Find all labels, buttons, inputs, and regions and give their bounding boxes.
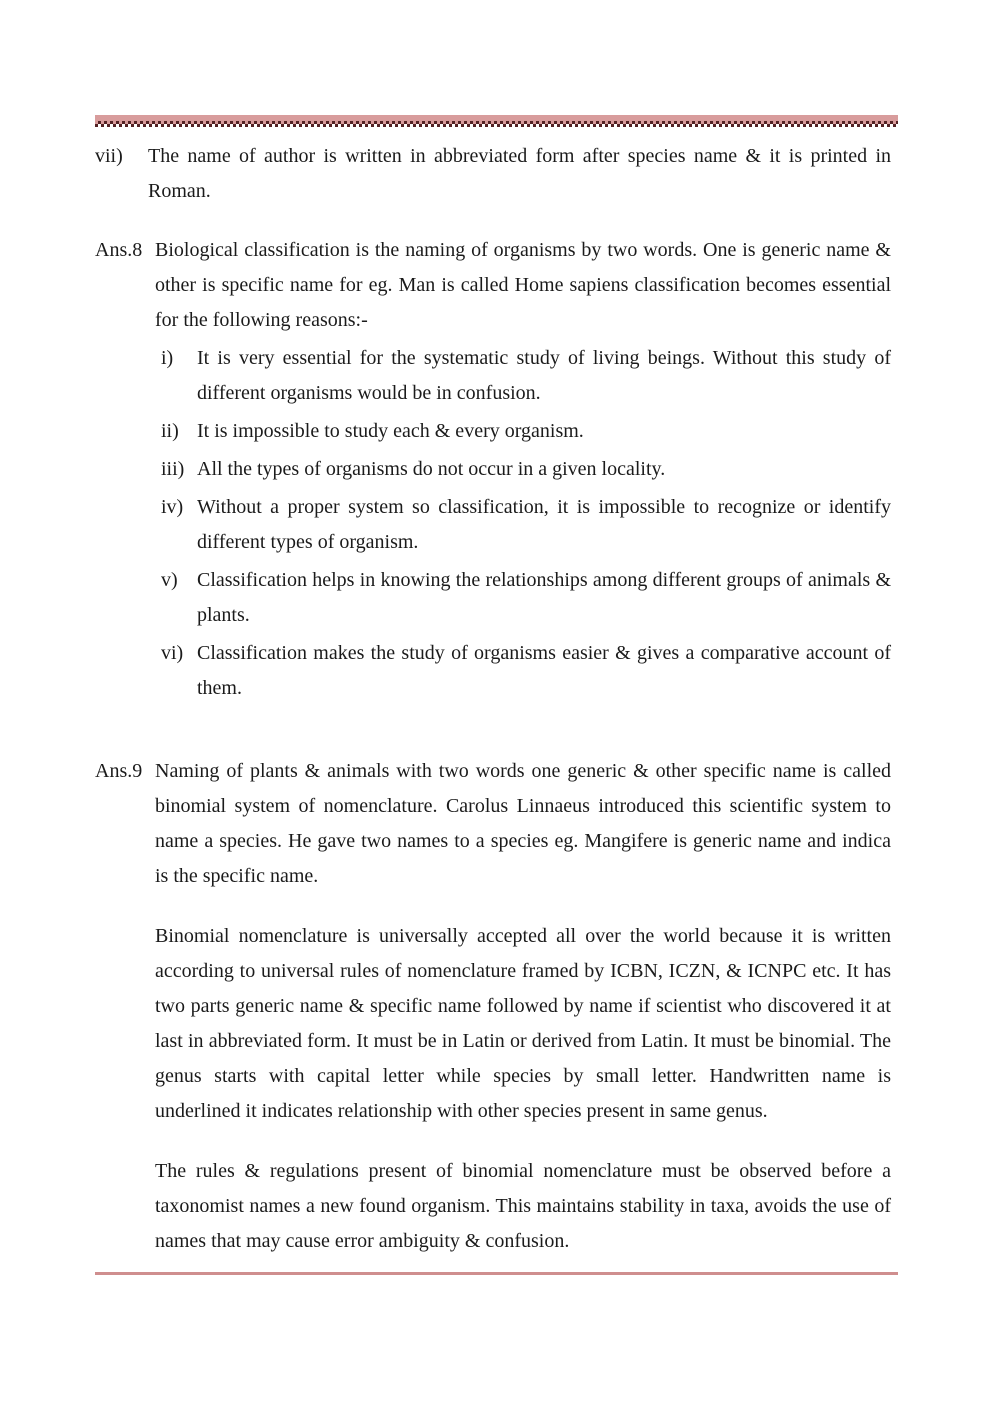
reason-text: All the types of organisms do not occur in a given locality. [197, 458, 666, 480]
reason-item [95, 414, 891, 449]
document-content [95, 139, 891, 1259]
answer-paragraph: The rules & regulations present of binomial nomenclature must be observed before a taxonomist names a new found organism. This maintains stability in taxa, avoids the use of names that may cause error ambiguity & confusion. [155, 1160, 891, 1252]
reason-number: v) [161, 569, 178, 591]
answer-8-intro-row [95, 233, 891, 338]
reason-number: i) [161, 347, 174, 369]
reason-list [95, 341, 891, 706]
answer-8-label: Ans.8 [95, 239, 143, 261]
reason-text: It is impossible to study each & every organism. [197, 420, 584, 442]
answer-8-block [95, 233, 891, 706]
item-vii-label: vii) [95, 145, 123, 167]
reason-item [95, 490, 891, 560]
border-checkerboard [95, 121, 898, 127]
reason-number: vi) [161, 642, 184, 664]
answer-9-block [95, 754, 891, 1259]
bottom-divider [95, 1272, 898, 1275]
reason-item [95, 636, 891, 706]
reason-item [95, 452, 891, 487]
item-vii-text: The name of author is written in abbreviated form after species name & it is printed in Roman. [148, 145, 891, 202]
reason-text: Without a proper system so classification, it is impossible to recognize or identify different types of organism. [197, 496, 891, 553]
reason-number: ii) [161, 420, 179, 442]
answer-9-body [155, 754, 891, 1259]
reason-text: Classification makes the study of organisms easier & gives a comparative account of them. [197, 642, 891, 699]
answer-paragraph: Binomial nomenclature is universally accepted all over the world because it is written according to universal rules of nomenclature framed by ICBN, ICZN, & ICNPC etc. It has two parts generic name & specific name followed by name if scientist who discovered it at last in abbreviated form. It must be in Latin or derived from Latin. It must be binomial. The genus starts with capital letter while species by small letter. Handwritten name is underlined it indicates relationship with other species present in same genus. [155, 925, 891, 1122]
reason-item [95, 563, 891, 633]
reason-text: It is very essential for the systematic study of living beings. Without this study of different organisms would be in confusion. [197, 347, 891, 404]
list-item-vii [95, 139, 891, 209]
reason-number: iv) [161, 496, 184, 518]
reason-item [95, 341, 891, 411]
answer-paragraph: Naming of plants & animals with two words one generic & other specific name is called binomial system of nomenclature. Carolus Linnaeus introduced this scientific system to name a species. He gave two names to a species eg. Mangifere is generic name and indica is the specific name. [155, 760, 891, 887]
answer-8-intro: Biological classification is the naming of organisms by two words. One is generic name & other is specific name for eg. Man is called Home sapiens classification becomes essential for the following reasons:- [155, 239, 891, 331]
answer-9-label: Ans.9 [95, 760, 143, 782]
reason-number: iii) [161, 458, 185, 480]
decorative-top-border [95, 115, 898, 127]
reason-text: Classification helps in knowing the relationships among different groups of animals & plants. [197, 569, 891, 626]
